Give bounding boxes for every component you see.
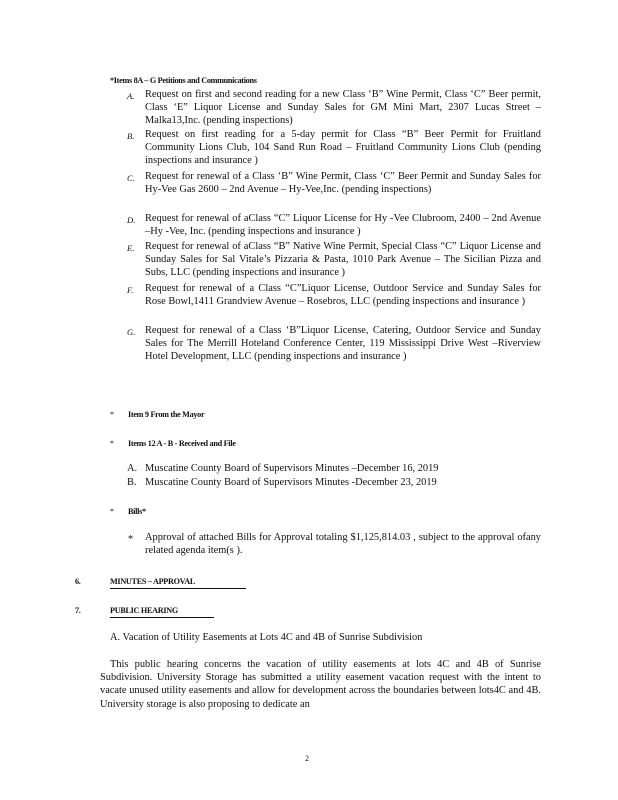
bills-heading: Bills* xyxy=(128,507,146,516)
item-8g-letter: G. xyxy=(127,327,136,337)
item-8d-text: Request for renewal of aClass “C” Liquor License for Hy -Vee Clubroom, 2400 – 2nd Avenue –Hy -Vee, Inc. (pending inspections and insurance ) xyxy=(145,213,541,238)
item-8c-text: Request for renewal of a Class ‘B” Wine Permit, Class ‘C” Beer Permit and Sunday Sales for Hy-Vee Gas 2600 – 2nd Avenue – Hy-Vee,Inc. (pending inspections) xyxy=(145,171,541,196)
item-9-bullet: * xyxy=(110,410,114,419)
item-8g-text: Request for renewal of a Class ‘B”Liquor License, Catering, Outdoor Service and Sunday Sales for The Merrill Hoteland Conference Center, 119 Mississippi Drive West –Riverview Hotel Development, LLC (pending inspections and insurance ) xyxy=(145,325,541,363)
hearing-subtitle: A. Vacation of Utility Easements at Lots 4C and 4B of Sunrise Subdivision xyxy=(110,632,423,643)
hearing-body: This public hearing concerns the vacation of utility easements at lots 4C and 4B of Sunrise Subdivision. University Storage has submitted a utility easement vacation request with the intent to vacate unused utility easements and allow for development across the boundaries between lots4C and 4B. University storage is also proposing to dedicate an xyxy=(100,659,541,710)
section-7-number: 7. xyxy=(75,606,81,615)
item-8d-letter: D. xyxy=(127,215,136,225)
bills-bullet: * xyxy=(110,507,114,516)
page-number: 2 xyxy=(305,754,309,763)
item-8a-text: Request on first and second reading for a new Class ‘B” Wine Permit, Class ‘C” Beer permit, Class ‘E” Liquor License and Sunday Sales for GM Mini Mart, 2307 Lucas Street –Malka13,Inc. (pending inspections) xyxy=(145,89,541,127)
item-12b-text: Muscatine County Board of Supervisors Minutes -December 23, 2019 xyxy=(145,477,437,488)
items-12-bullet: * xyxy=(110,439,114,448)
item-8c-letter: C. xyxy=(127,173,135,183)
section-7-title: PUBLIC HEARING xyxy=(110,604,214,618)
item-9-heading: Item 9 From the Mayor xyxy=(128,410,205,419)
bills-sub-bullet: * xyxy=(128,534,134,545)
item-8f-letter: F. xyxy=(127,285,134,295)
bills-text: Approval of attached Bills for Approval totaling $1,125,814.03 , subject to the approval ofany related agenda item(s ). xyxy=(145,532,541,557)
section-6-number: 6. xyxy=(75,577,81,586)
item-8e-text: Request for renewal of aClass “B” Native Wine Permit, Special Class “C” Liquor License and Sunday Sales for Sal Vitale’s Pizzaria & Pasta, 1010 Park Avenue – The Sicilian Pizza and Subs, LLC (pending inspections and insurance ) xyxy=(145,241,541,279)
item-12a-letter: A. xyxy=(127,463,138,474)
item-12a-text: Muscatine County Board of Supervisors Minutes –December 16, 2019 xyxy=(145,463,439,474)
item-8f-text: Request for renewal of a Class “C”Liquor License, Outdoor Service and Sunday Sales for Rose Bowl,1411 Grandview Avenue – Rosebros, LLC (pending inspections and insurance ) xyxy=(145,283,541,308)
items-8-heading: *Items 8A – G Petitions and Communications xyxy=(110,76,257,85)
items-12-heading: Items 12 A - B - Received and File xyxy=(128,439,236,448)
section-6-title: MINUTES – APPROVAL xyxy=(110,575,246,589)
item-8b-text: Request on first reading for a 5-day permit for Class “B” Beer Permit for Fruitland Community Lions Club, 104 Sand Run Road – Fruitland Community Lions Club (pending inspections and insurance ) xyxy=(145,129,541,167)
item-8a-letter: A. xyxy=(127,91,135,101)
item-8b-letter: B. xyxy=(127,131,135,141)
item-8e-letter: E. xyxy=(127,243,135,253)
item-12b-letter: B. xyxy=(127,477,137,488)
